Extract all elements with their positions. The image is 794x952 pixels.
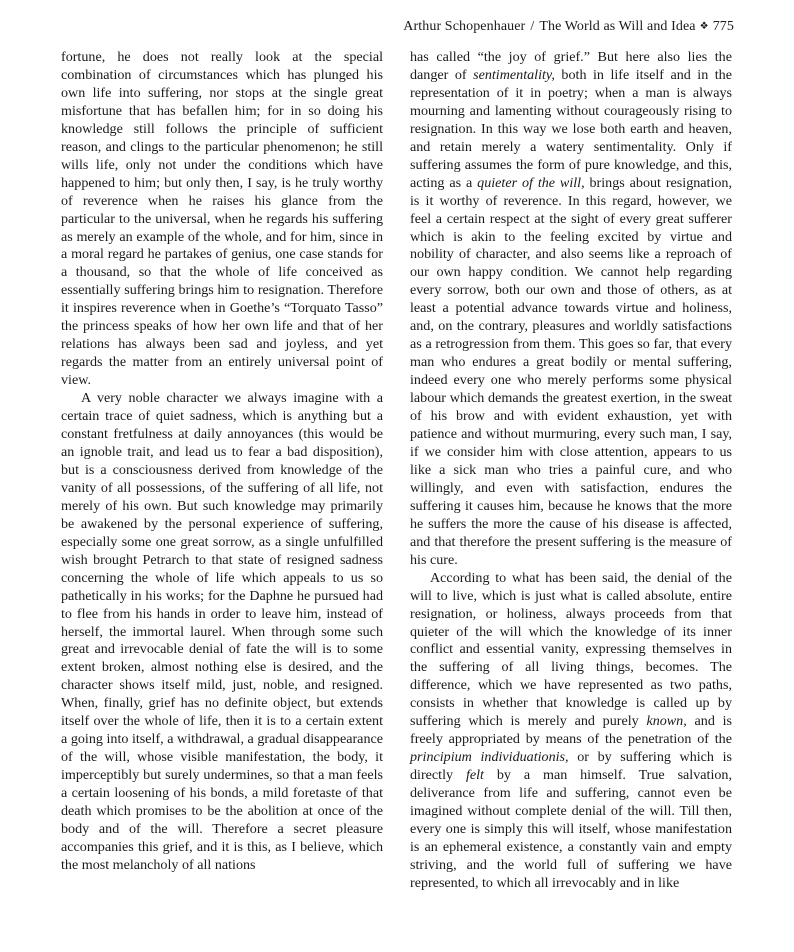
italic-term: sentimentality, bbox=[473, 66, 555, 83]
italic-term: quieter of the will, bbox=[477, 174, 585, 191]
text-run: or by suffering which is directly bbox=[410, 749, 733, 784]
ornament-icon: ❖ bbox=[699, 21, 709, 32]
italic-term: known, bbox=[646, 713, 687, 730]
text-run: both in life itself and in the representation of it in poetry; when a man is always mourning and lamenting without courageously rising to resignation. In this way we lose both earth and heaven, and retain merely a watery sentimentality. Only if suffering assumes the form of pure knowledge, and this, acting as a bbox=[410, 66, 732, 191]
right-column bbox=[410, 49, 732, 893]
paragraph-continued: fortune, he does not really look at the special combination of circumstances which has plunged his own life into suffering, nor stops at the single great misfortune that has befallen him; for in so doing his knowledge still follows the principle of sufficient reason, and clings to the particular phenomenon; he still wills life, only not under the conditions which have happened to him; but only then, I say, is he truly worthy of reverence when he raises his glance from the particular to the universal, when he regards his suffering as merely an example of the whole, and for him, since in a moral regard he partakes of genius, one case stands for a thousand, so that the whole of life conceived as essentially suffering brings him to resignation. Therefore it inspires reverence when in Goethe’s “Torquato Tasso” the princess speaks of how her own life and that of her relations has always been sad and joyless, and yet regards the matter from an entirely universal point of view. bbox=[61, 49, 383, 389]
left-column bbox=[61, 49, 383, 875]
text-run: has called “the joy of grief.” But here also lies the danger of bbox=[410, 49, 732, 83]
text-run: According to what has been said, the denial of the will to live, which is just what is called absolute, entire resignation, or holiness, always proceeds from that quieter of the will which the knowledge of its inner conflict and essential vanity, expressing themselves in the suffering of all living things, becomes. The difference, which we have represented as two paths, consists in whether that knowledge is called up by suffering which is merely and purely bbox=[410, 569, 732, 730]
header-book-title: The World as Will and Idea bbox=[539, 19, 696, 34]
text-run: by a man himself. True salvation, deliverance from life and suffering, cannot even be imagined without complete denial of the will. Till then, every one is simply this will itself, whose manifestation is an ephemeral existence, a constantly vain and empty striving, and the world full of suffering we have represented, to which all irrevocably and in like bbox=[410, 767, 732, 891]
text-run: brings about resignation, is it worthy of reverence. In this regard, however, we feel a certain respect at the sight of every great sufferer which is akin to the feeling excited by virtue and nobility of character, and also seems like a reproach of our own happy condition. We cannot help regarding every sorrow, both our own and those of others, as at least a potential advance towards virtue and holiness, and, on the contrary, pleasures and worldly satisfactions as a retrogression from them. This goes so far, that every man who endures a great bodily or mental suffering, indeed every one who merely performs some physical labour which demands the greatest exertion, in the sweat of his brow and with evident exhaustion, yet with patience and without murmuring, every such man, I say, if we consider him with close attention, appears to us like a sick man who tries a painful cure, and who willingly, and even with satisfaction, endures the suffering it causes him, because he knows that the more he suffers the more the cause of his disease is affected, and that therefore the present suffering is the measure of his cure. bbox=[410, 174, 732, 568]
paragraph: A very noble character we always imagine with a certain trace of quiet sadness, which is anything but a constant fretfulness at daily annoyances (this would be an ignoble trait, and lead us to fear a bad disposition), but is a consciousness derived from knowledge of the vanity of all possessions, of the suffering of all life, not merely of his own. But such knowledge may primarily be awakened by the personal experience of suffering, especially some one great sorrow, as a single unfulfilled wish brought Petrarch to that state of resigned sadness concerning the whole of life which appeals to us so pathetically in his works; for the Daphne he pursued had to flee from his hands in order to leave him, instead of herself, the immortal laurel. When through some such great and irrevocable denial of fate the will is to some extent broken, almost nothing else is desired, and the character shows itself mild, just, noble, and resigned. When, finally, grief has no definite object, but extends itself over the whole of life, then it is to a certain extent a going into itself, a withdrawal, a gradual disappearance of the will, whose visible manifestation, the body, it imperceptibly but surely undermines, so that a man feels a certain loosening of his bonds, a mild foretaste of that death which promises to be the abolition at once of the body and of the will. Therefore a secret pleasure accompanies this grief, and it is this, as I believe, which the most melancholy of all nations bbox=[61, 390, 383, 873]
running-header bbox=[403, 19, 734, 35]
italic-term: principium individuationis, bbox=[410, 749, 569, 766]
italic-term: felt bbox=[465, 767, 484, 784]
header-separator: / bbox=[530, 19, 535, 34]
paragraph bbox=[410, 49, 732, 570]
page-number: 775 bbox=[712, 19, 734, 34]
paragraph bbox=[410, 570, 732, 893]
header-author: Arthur Schopenhauer bbox=[403, 19, 526, 34]
text-run: and is freely appropriated by means of the penetration of the bbox=[410, 713, 733, 748]
